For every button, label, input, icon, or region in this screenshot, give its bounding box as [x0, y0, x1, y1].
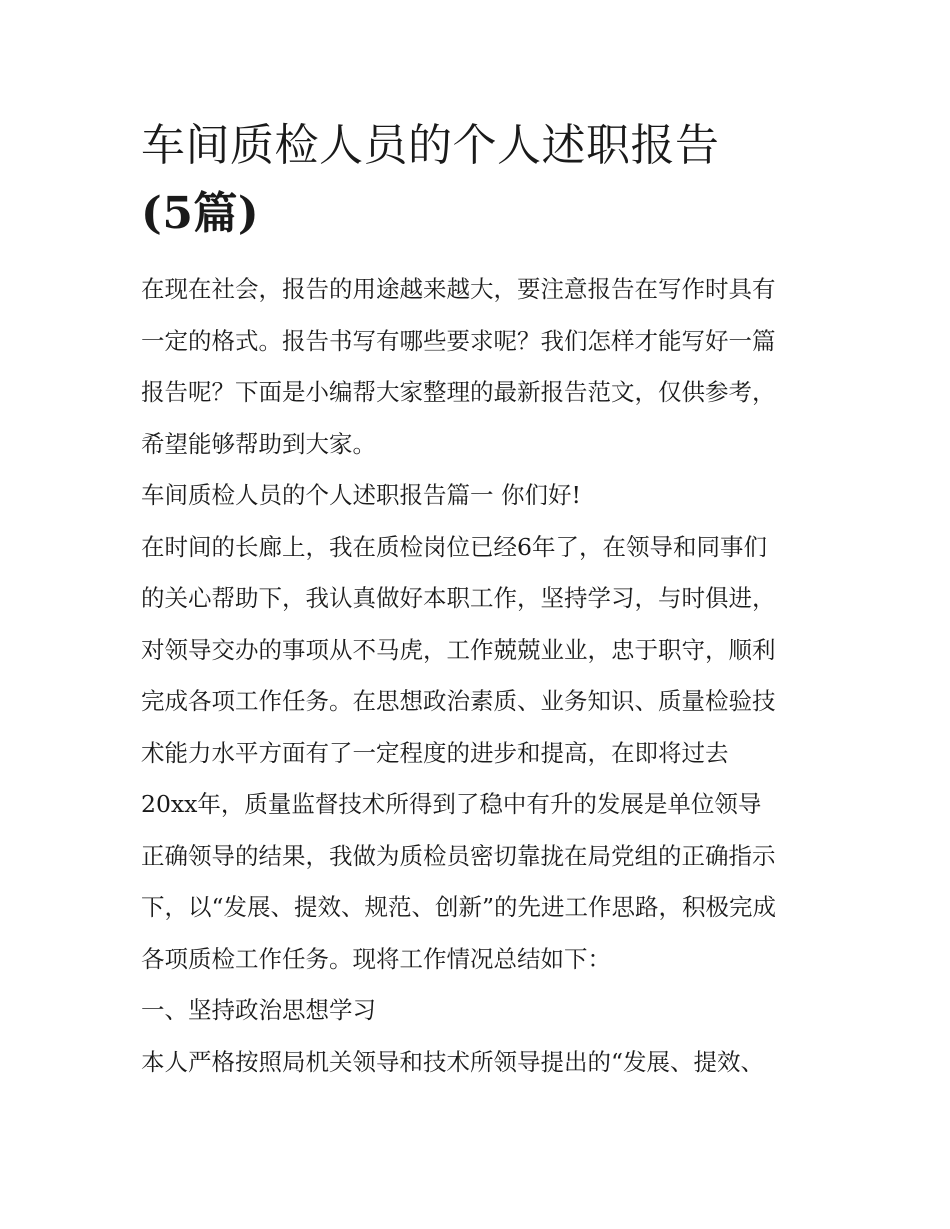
body-line: 下，以“发展、提效、规范、创新”的先进工作思路，积极完成: [141, 893, 777, 921]
section-heading: [141, 470, 821, 522]
section-heading-text: 车间质检人员的个人述职报告篇一 你们好!: [141, 481, 581, 509]
body-line: 对领导交办的事项从不马虎，工作兢兢业业，忠于职守，顺利: [141, 635, 776, 664]
body-line: 完成各项工作任务。在思想政治素质、业务知识、质量检验技: [141, 687, 776, 715]
intro-line: 报告呢？下面是小编帮大家整理的最新报告范文，仅供参考，: [141, 378, 776, 406]
subheading: [141, 985, 821, 1037]
title-line-1: 车间质检人员的个人述职报告: [141, 120, 720, 171]
intro-line: 希望能够帮助到大家。: [141, 429, 376, 458]
body-paragraph: [141, 522, 821, 986]
intro-line: 一定的格式。报告书写有哪些要求呢？我们怎样才能写好一篇: [141, 326, 776, 355]
body-line: 术能力水平方面有了一定程度的进步和提高，在即将过去: [141, 738, 729, 767]
title-line-2: (5篇): [141, 188, 260, 239]
body-line: 各项质检工作任务。现将工作情况总结如下：: [141, 944, 611, 973]
document-content: [141, 112, 821, 1088]
body-line: 的关心帮助下，我认真做好本职工作，坚持学习，与时俱进，: [141, 584, 776, 612]
subheading-text: 一、坚持政治思想学习: [141, 996, 376, 1024]
continuation-line: 本人严格按照局机关领导和技术所领导提出的“发展、提效、: [141, 1047, 765, 1076]
body-line: 20xx年，质量监督技术所得到了稳中有升的发展是单位领导: [141, 790, 762, 818]
continuation-paragraph: [141, 1037, 821, 1089]
body-line: 在时间的长廊上，我在质检岗位已经6年了，在领导和同事们: [141, 532, 767, 561]
document-title: [141, 112, 801, 248]
body-line: 正确领导的结果，我做为质检员密切靠拢在局党组的正确指示: [141, 841, 776, 870]
intro-paragraph: [141, 264, 821, 470]
intro-line: 在现在社会，报告的用途越来越大，要注意报告在写作时具有: [141, 275, 776, 303]
